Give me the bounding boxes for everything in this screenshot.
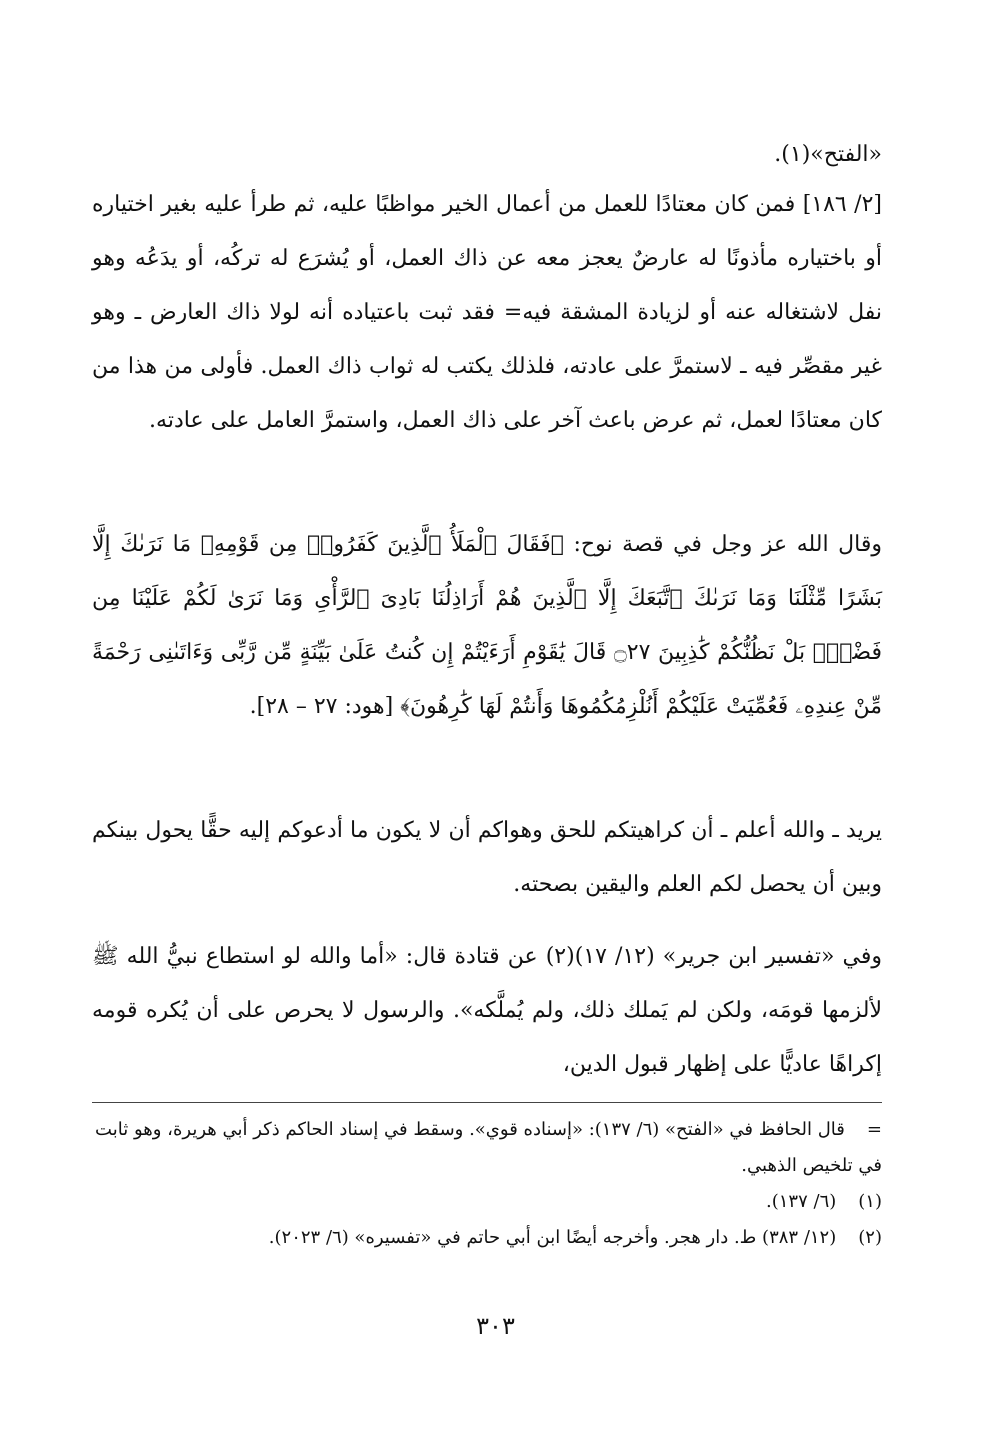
carry-over-text: «الفتح»(١). (774, 142, 882, 167)
footnote-separator (92, 1102, 882, 1103)
paragraph-text: [٢/ ١٨٦] فمن كان معتادًا للعمل من أعمال الخير مواظبًا عليه، ثم طرأ عليه بغير اختياره أو باختياره مأذونًا له عارضٌ يعجز معه عن ذاك العمل، أو يُشرَع له تركُه، أو يدَعُه وهو نفل لاشتغاله عنه أو لزيادة المشقة فيه= فقد ثبت باعتياده أنه لولا ذاك العارض ـ وهو غير مقصِّر فيه ـ لاستمرَّ على عادته، فلذلك يكتب له ثواب ذاك العمل. فأولى من هذا من كان معتادًا لعمل، ثم عرض باعث آخر على ذاك العمل، واستمرَّ العامل على عادته. (92, 192, 882, 433)
footnote-item (92, 1184, 882, 1220)
paragraph-text: وفي «تفسير ابن جرير» (١٢/ ١٧)(٢) عن قتادة قال: «أما والله لو استطاع نبيُّ الله ﷺ لألزمها قومَه، ولكن لم يَملك ذلك، ولم يُملَّكه». والرسول لا يحرص على أن يُكره قومه إكراهًا عاديًّا على إظهار قبول الدين، (92, 944, 883, 1077)
footnote-text: قال الحافظ في «الفتح» (٦/ ١٣٧): «إسناده قوي». وسقط في إسناد الحاكم ذكر أبي هريرة، وهو ثابت في تلخيص الذهبي. (95, 1119, 882, 1176)
paragraph-text: يريد ـ والله أعلم ـ أن كراهيتكم للحق وهواكم أن لا يكون ما أدعوكم إليه حقًّا يحول بينكم وبين أن يحصل لكم العلم واليقين بصحته. (92, 818, 882, 897)
page-number: ٣٠٣ (476, 1312, 515, 1340)
footnote-item (92, 1220, 882, 1256)
footnote-text: (١٢/ ٣٨٣) ط. دار هجر. وأخرجه أيضًا ابن أبي حاتم في «تفسيره» (٦/ ٢٠٢٣). (268, 1227, 837, 1248)
paragraph-3 (92, 804, 882, 912)
footnote-text: (٦/ ١٣٧). (766, 1191, 837, 1212)
footnote-marker: (١) (858, 1191, 882, 1212)
paragraph-text: وقال الله عز وجل في قصة نوح: ﴿فَقَالَ ٱلْمَلَأُ ٱلَّذِينَ كَفَرُوا۟ مِن قَوْمِهِۦ مَا نَرَىٰكَ إِلَّا بَشَرًا مِّثْلَنَا وَمَا نَرَىٰكَ ٱتَّبَعَكَ إِلَّا ٱلَّذِينَ هُمْ أَرَاذِلُنَا بَادِىَ ٱلرَّأْىِ وَمَا نَرَىٰ لَكُمْ عَلَيْنَا مِن فَضْلٍۭ بَلْ نَظُنُّكُمْ كَٰذِبِينَ ۝٢٧ قَالَ يَٰقَوْمِ أَرَءَيْتُمْ إِن كُنتُ عَلَىٰ بَيِّنَةٍ مِّن رَّبِّى وَءَاتَىٰنِى رَحْمَةً مِّنْ عِندِهِۦ فَعُمِّيَتْ عَلَيْكُمْ أَنُلْزِمُكُمُوهَا وَأَنتُمْ لَهَا كَٰرِهُونَ﴾ [هود: ٢٧ – ٢٨]. (92, 532, 882, 719)
paragraph-4 (92, 930, 882, 1092)
paragraph-1 (92, 178, 882, 448)
carry-over-line (92, 128, 882, 182)
footnote-item (92, 1112, 882, 1184)
footnote-marker: (٢) (858, 1227, 882, 1248)
footnotes (92, 1112, 882, 1256)
footnote-marker: = (866, 1119, 882, 1140)
paragraph-2-quran-quote (92, 518, 882, 734)
